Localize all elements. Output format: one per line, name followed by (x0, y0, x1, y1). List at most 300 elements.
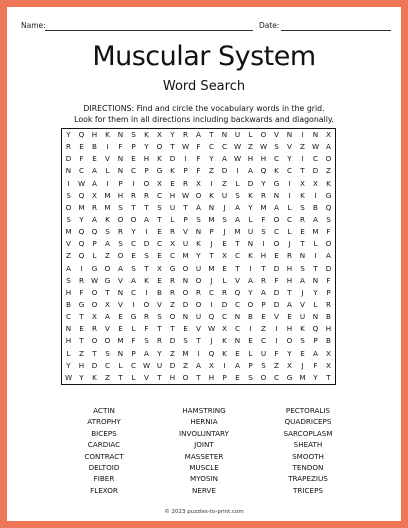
grid-letter[interactable]: I (275, 336, 278, 346)
grid-letter[interactable]: S (131, 263, 136, 273)
grid-letter[interactable]: O (182, 372, 189, 382)
grid-letter[interactable]: J (210, 336, 213, 346)
grid-letter[interactable]: K (144, 130, 149, 139)
grid-letter[interactable]: K (300, 190, 305, 200)
grid-letter[interactable]: Z (248, 142, 253, 152)
grid-letter[interactable]: I (288, 178, 291, 188)
grid-letter[interactable]: R (131, 190, 136, 200)
grid-letter[interactable]: Q (208, 312, 215, 322)
grid-letter[interactable]: F (196, 142, 201, 152)
grid-letter[interactable]: Y (157, 348, 162, 358)
grid-letter[interactable]: Q (208, 348, 215, 358)
grid-letter[interactable]: J (210, 239, 213, 249)
grid-letter[interactable]: H (91, 130, 98, 139)
grid-letter[interactable]: I (145, 287, 148, 297)
grid-letter[interactable]: L (170, 215, 175, 224)
grid-letter[interactable]: D (143, 239, 150, 249)
grid-letter[interactable]: U (182, 239, 189, 249)
grid-letter[interactable]: O (195, 275, 202, 285)
grid-letter[interactable]: N (312, 130, 319, 139)
grid-letter[interactable]: D (91, 360, 98, 370)
grid-letter[interactable]: O (65, 202, 72, 212)
grid-letter[interactable]: A (66, 263, 71, 273)
grid-letter[interactable]: G (273, 178, 280, 188)
grid-letter[interactable]: R (79, 275, 84, 285)
grid-letter[interactable]: U (234, 130, 241, 139)
grid-letter[interactable]: E (79, 324, 84, 334)
grid-letter[interactable]: S (300, 336, 305, 346)
grid-letter[interactable]: F (274, 275, 279, 285)
grid-letter[interactable]: M (299, 372, 306, 382)
grid-letter[interactable]: N (234, 336, 241, 346)
grid-letter[interactable]: P (313, 336, 318, 346)
grid-letter[interactable]: V (300, 300, 305, 309)
grid-letter[interactable]: B (326, 312, 331, 322)
grid-letter[interactable]: U (260, 348, 267, 358)
grid-letter[interactable]: S (261, 227, 266, 237)
grid-letter[interactable]: Y (196, 251, 201, 261)
grid-letter[interactable]: C (65, 312, 72, 322)
grid-letter[interactable]: C (78, 166, 85, 176)
grid-letter[interactable]: E (170, 178, 175, 188)
grid-letter[interactable]: D (273, 287, 280, 297)
grid-letter[interactable]: A (196, 130, 201, 139)
grid-letter[interactable]: Z (326, 166, 331, 176)
grid-letter[interactable]: X (209, 360, 214, 370)
grid-letter[interactable]: T (313, 263, 318, 273)
grid-letter[interactable]: M (117, 336, 124, 346)
grid-letter[interactable]: T (235, 239, 240, 249)
grid-letter[interactable]: X (326, 348, 331, 358)
grid-letter[interactable]: C (234, 300, 241, 309)
grid-letter[interactable]: O (143, 300, 150, 309)
grid-letter[interactable]: R (118, 227, 123, 237)
grid-letter[interactable]: Z (170, 300, 175, 309)
grid-letter[interactable]: R (170, 227, 175, 237)
grid-letter[interactable]: H (286, 275, 293, 285)
grid-letter[interactable]: X (92, 190, 97, 200)
grid-letter[interactable]: M (208, 263, 215, 273)
grid-letter[interactable]: S (196, 215, 201, 224)
grid-letter[interactable]: S (222, 215, 227, 224)
grid-letter[interactable]: E (235, 348, 240, 358)
grid-letter[interactable]: C (234, 251, 241, 261)
grid-letter[interactable]: T (157, 215, 162, 224)
date-field-line[interactable] (281, 30, 391, 31)
grid-letter[interactable]: F (196, 166, 201, 176)
grid-letter[interactable]: Z (209, 166, 214, 176)
grid-letter[interactable]: S (274, 142, 279, 152)
grid-letter[interactable]: S (183, 336, 188, 346)
grid-letter[interactable]: Z (105, 372, 110, 382)
grid-letter[interactable]: I (236, 166, 239, 176)
grid-letter[interactable]: O (182, 263, 189, 273)
grid-letter[interactable]: E (222, 263, 227, 273)
grid-letter[interactable]: C (130, 287, 137, 297)
grid-letter[interactable]: R (300, 215, 305, 224)
grid-letter[interactable]: I (210, 300, 213, 309)
grid-letter[interactable]: F (196, 154, 201, 164)
grid-letter[interactable]: O (117, 251, 124, 261)
grid-letter[interactable]: A (92, 178, 97, 188)
grid-letter[interactable]: H (286, 263, 293, 273)
grid-letter[interactable]: O (91, 336, 98, 346)
grid-letter[interactable]: A (196, 360, 201, 370)
grid-letter[interactable]: G (156, 166, 163, 176)
grid-letter[interactable]: A (105, 312, 110, 322)
grid-letter[interactable]: Z (300, 142, 305, 152)
grid-letter[interactable]: S (300, 263, 305, 273)
grid-letter[interactable]: K (170, 166, 175, 176)
grid-letter[interactable]: H (65, 287, 72, 297)
grid-letter[interactable]: Y (313, 287, 318, 297)
grid-letter[interactable]: N (273, 190, 280, 200)
grid-letter[interactable]: M (104, 190, 111, 200)
grid-letter[interactable]: S (144, 251, 149, 261)
grid-letter[interactable]: I (80, 263, 83, 273)
grid-letter[interactable]: O (247, 300, 254, 309)
grid-letter[interactable]: X (326, 360, 331, 370)
grid-letter[interactable]: A (235, 202, 240, 212)
grid-letter[interactable]: P (131, 142, 136, 152)
grid-letter[interactable]: Y (261, 178, 266, 188)
grid-letter[interactable]: Z (183, 360, 188, 370)
grid-letter[interactable]: C (169, 251, 176, 261)
grid-letter[interactable]: I (314, 251, 317, 261)
grid-letter[interactable]: D (182, 300, 189, 309)
grid-letter[interactable]: E (157, 251, 162, 261)
grid-letter[interactable]: V (105, 154, 110, 164)
grid-letter[interactable]: A (118, 263, 123, 273)
grid-letter[interactable]: H (169, 190, 176, 200)
grid-letter[interactable]: O (195, 300, 202, 309)
grid-letter[interactable]: E (183, 324, 188, 334)
grid-letter[interactable]: U (195, 263, 202, 273)
grid-letter[interactable]: C (221, 312, 228, 322)
grid-letter[interactable]: C (312, 154, 319, 164)
grid-letter[interactable]: S (105, 348, 110, 358)
grid-letter[interactable]: R (183, 130, 188, 139)
grid-letter[interactable]: Q (91, 227, 98, 237)
grid-letter[interactable]: J (288, 239, 291, 249)
grid-letter[interactable]: A (92, 166, 97, 176)
grid-letter[interactable]: O (169, 312, 176, 322)
grid-letter[interactable]: I (314, 190, 317, 200)
grid-letter[interactable]: Y (66, 360, 71, 370)
grid-letter[interactable]: N (117, 287, 124, 297)
grid-letter[interactable]: N (247, 239, 254, 249)
grid-letter[interactable]: W (181, 142, 190, 152)
grid-letter[interactable]: X (157, 130, 162, 139)
grid-letter[interactable]: C (234, 324, 241, 334)
grid-letter[interactable]: L (287, 202, 292, 212)
grid-letter[interactable]: T (196, 336, 201, 346)
grid-letter[interactable]: T (144, 263, 149, 273)
grid-letter[interactable]: X (326, 130, 331, 139)
grid-letter[interactable]: C (260, 336, 267, 346)
grid-letter[interactable]: Z (66, 251, 71, 261)
grid-letter[interactable]: T (300, 239, 305, 249)
grid-letter[interactable]: L (66, 348, 71, 358)
grid-letter[interactable]: E (235, 372, 240, 382)
grid-letter[interactable]: W (142, 360, 151, 370)
grid-letter[interactable]: K (248, 251, 253, 261)
grid-letter[interactable]: N (312, 275, 319, 285)
grid-letter[interactable]: W (64, 372, 73, 382)
grid-letter[interactable]: N (208, 202, 215, 212)
grid-letter[interactable]: I (249, 263, 252, 273)
grid-letter[interactable]: N (117, 130, 124, 139)
grid-letter[interactable]: L (248, 215, 253, 224)
grid-letter[interactable]: Z (274, 360, 279, 370)
grid-letter[interactable]: V (183, 227, 188, 237)
grid-letter[interactable]: I (132, 178, 135, 188)
grid-letter[interactable]: N (182, 275, 189, 285)
grid-letter[interactable]: A (92, 215, 97, 224)
grid-letter[interactable]: N (221, 130, 228, 139)
grid-letter[interactable]: L (248, 130, 253, 139)
grid-letter[interactable]: J (223, 227, 226, 237)
grid-letter[interactable]: T (326, 372, 331, 382)
grid-letter[interactable]: I (132, 300, 135, 309)
grid-letter[interactable]: C (273, 372, 280, 382)
grid-letter[interactable]: J (301, 360, 304, 370)
grid-letter[interactable]: C (130, 360, 137, 370)
grid-letter[interactable]: E (248, 336, 253, 346)
grid-letter[interactable]: M (78, 202, 85, 212)
grid-letter[interactable]: I (67, 178, 70, 188)
grid-letter[interactable]: O (273, 215, 280, 224)
grid-letter[interactable]: L (105, 166, 110, 176)
grid-letter[interactable]: C (130, 166, 137, 176)
grid-letter[interactable]: H (208, 372, 215, 382)
grid-letter[interactable]: S (248, 372, 253, 382)
grid-letter[interactable]: F (274, 348, 279, 358)
grid-letter[interactable]: B (248, 312, 253, 322)
grid-letter[interactable]: Y (66, 130, 71, 139)
grid-letter[interactable]: Q (325, 202, 332, 212)
grid-letter[interactable]: T (170, 324, 175, 334)
grid-letter[interactable]: O (286, 336, 293, 346)
grid-letter[interactable]: D (325, 263, 332, 273)
grid-letter[interactable]: S (66, 215, 71, 224)
grid-letter[interactable]: Y (79, 215, 84, 224)
grid-letter[interactable]: R (92, 324, 97, 334)
grid-letter[interactable]: V (157, 300, 162, 309)
grid-letter[interactable]: R (183, 178, 188, 188)
grid-letter[interactable]: Z (170, 348, 175, 358)
grid-letter[interactable]: T (209, 251, 214, 261)
grid-letter[interactable]: M (208, 215, 215, 224)
grid-letter[interactable]: P (261, 300, 266, 309)
grid-letter[interactable]: H (325, 324, 332, 334)
grid-letter[interactable]: D (247, 178, 254, 188)
grid-letter[interactable]: M (234, 227, 241, 237)
grid-letter[interactable]: F (131, 336, 136, 346)
grid-letter[interactable]: T (131, 202, 136, 212)
grid-letter[interactable]: O (273, 239, 280, 249)
grid-letter[interactable]: D (65, 154, 72, 164)
grid-letter[interactable]: R (326, 300, 331, 309)
grid-letter[interactable]: V (196, 324, 201, 334)
grid-letter[interactable]: D (312, 166, 319, 176)
grid-letter[interactable]: I (301, 154, 304, 164)
grid-letter[interactable]: Z (79, 348, 84, 358)
grid-letter[interactable]: P (183, 215, 188, 224)
grid-letter[interactable]: G (91, 263, 98, 273)
grid-letter[interactable]: O (195, 190, 202, 200)
grid-letter[interactable]: Y (248, 202, 253, 212)
grid-letter[interactable]: A (326, 251, 331, 261)
grid-letter[interactable]: K (196, 239, 201, 249)
grid-letter[interactable]: I (288, 190, 291, 200)
grid-letter[interactable]: E (131, 154, 136, 164)
grid-letter[interactable]: S (118, 202, 123, 212)
grid-letter[interactable]: T (261, 263, 266, 273)
grid-letter[interactable]: X (313, 178, 318, 188)
grid-letter[interactable]: K (300, 324, 305, 334)
grid-letter[interactable]: Z (105, 251, 110, 261)
grid-letter[interactable]: K (157, 154, 162, 164)
grid-letter[interactable]: B (157, 287, 162, 297)
grid-letter[interactable]: Z (261, 324, 266, 334)
grid-letter[interactable]: X (287, 360, 292, 370)
grid-letter[interactable]: O (130, 215, 137, 224)
grid-letter[interactable]: I (223, 360, 226, 370)
grid-letter[interactable]: I (301, 130, 304, 139)
grid-letter[interactable]: A (326, 142, 331, 152)
grid-letter[interactable]: K (326, 178, 331, 188)
grid-letter[interactable]: S (118, 239, 123, 249)
grid-letter[interactable]: U (156, 360, 163, 370)
grid-letter[interactable]: Q (78, 190, 85, 200)
grid-letter[interactable]: V (274, 130, 279, 139)
grid-letter[interactable]: T (92, 348, 97, 358)
grid-letter[interactable]: V (105, 324, 110, 334)
grid-letter[interactable]: X (92, 312, 97, 322)
grid-letter[interactable]: C (273, 154, 280, 164)
grid-letter[interactable]: C (273, 227, 280, 237)
grid-letter[interactable]: W (233, 154, 242, 164)
grid-letter[interactable]: A (300, 275, 305, 285)
grid-letter[interactable]: L (222, 275, 227, 285)
grid-letter[interactable]: A (261, 287, 266, 297)
grid-letter[interactable]: D (169, 360, 176, 370)
grid-letter[interactable]: O (156, 142, 163, 152)
grid-letter[interactable]: I (106, 142, 109, 152)
grid-letter[interactable]: Y (287, 348, 292, 358)
grid-letter[interactable]: A (274, 202, 279, 212)
grid-letter[interactable]: U (195, 312, 202, 322)
grid-letter[interactable]: H (143, 154, 150, 164)
grid-letter[interactable]: I (262, 239, 265, 249)
grid-letter[interactable]: F (261, 215, 266, 224)
grid-letter[interactable]: Q (78, 251, 85, 261)
grid-letter[interactable]: B (326, 336, 331, 346)
grid-letter[interactable]: T (287, 287, 292, 297)
grid-letter[interactable]: X (170, 239, 175, 249)
grid-letter[interactable]: G (169, 263, 176, 273)
grid-letter[interactable]: P (144, 166, 149, 176)
grid-letter[interactable]: P (209, 227, 214, 237)
grid-letter[interactable]: D (221, 300, 228, 309)
grid-letter[interactable]: H (78, 360, 85, 370)
grid-letter[interactable]: J (301, 287, 304, 297)
grid-letter[interactable]: G (286, 372, 293, 382)
grid-letter[interactable]: O (143, 178, 150, 188)
grid-letter[interactable]: Y (131, 227, 136, 237)
grid-letter[interactable]: R (222, 287, 227, 297)
grid-letter[interactable]: M (104, 202, 111, 212)
grid-letter[interactable]: L (287, 227, 292, 237)
grid-letter[interactable]: P (222, 372, 227, 382)
grid-letter[interactable]: O (260, 372, 267, 382)
grid-letter[interactable]: B (313, 202, 318, 212)
grid-letter[interactable]: X (222, 324, 227, 334)
grid-letter[interactable]: P (92, 239, 97, 249)
grid-letter[interactable]: O (325, 239, 332, 249)
grid-letter[interactable]: H (260, 251, 267, 261)
grid-letter[interactable]: X (222, 251, 227, 261)
grid-letter[interactable]: E (287, 312, 292, 322)
grid-letter[interactable]: I (184, 154, 187, 164)
grid-letter[interactable]: I (210, 178, 213, 188)
grid-letter[interactable]: O (91, 287, 98, 297)
grid-letter[interactable]: E (300, 348, 305, 358)
grid-letter[interactable]: R (92, 202, 97, 212)
grid-letter[interactable]: L (131, 372, 136, 382)
grid-letter[interactable]: D (273, 300, 280, 309)
grid-letter[interactable]: I (106, 178, 109, 188)
grid-letter[interactable]: K (105, 130, 110, 139)
grid-letter[interactable]: V (118, 300, 123, 309)
grid-letter[interactable]: T (209, 130, 214, 139)
grid-letter[interactable]: L (235, 178, 240, 188)
grid-letter[interactable]: P (118, 178, 123, 188)
grid-letter[interactable]: H (65, 336, 72, 346)
grid-letter[interactable]: Q (78, 227, 85, 237)
grid-letter[interactable]: T (105, 287, 110, 297)
grid-letter[interactable]: T (170, 142, 175, 152)
grid-letter[interactable]: H (286, 324, 293, 334)
grid-letter[interactable]: O (104, 336, 111, 346)
grid-letter[interactable]: E (274, 251, 279, 261)
grid-letter[interactable]: A (313, 215, 318, 224)
grid-letter[interactable]: G (130, 312, 137, 322)
grid-letter[interactable]: W (233, 142, 242, 152)
grid-letter[interactable]: A (248, 166, 253, 176)
grid-letter[interactable]: K (248, 190, 253, 200)
grid-letter[interactable]: E (92, 154, 97, 164)
grid-letter[interactable]: G (104, 275, 111, 285)
grid-letter[interactable]: R (261, 190, 266, 200)
grid-letter[interactable]: H (117, 190, 124, 200)
grid-letter[interactable]: C (208, 287, 215, 297)
grid-letter[interactable]: F (79, 154, 84, 164)
grid-letter[interactable]: S (157, 202, 162, 212)
grid-letter[interactable]: I (275, 324, 278, 334)
grid-letter[interactable]: O (91, 300, 98, 309)
grid-letter[interactable]: U (299, 312, 306, 322)
grid-letter[interactable]: C (286, 215, 293, 224)
grid-letter[interactable]: U (247, 227, 254, 237)
grid-letter[interactable]: D (169, 336, 176, 346)
grid-letter[interactable]: L (131, 324, 136, 334)
grid-letter[interactable]: E (79, 142, 84, 152)
grid-letter[interactable]: L (313, 300, 318, 309)
grid-letter[interactable]: V (287, 142, 292, 152)
grid-letter[interactable]: C (104, 360, 111, 370)
